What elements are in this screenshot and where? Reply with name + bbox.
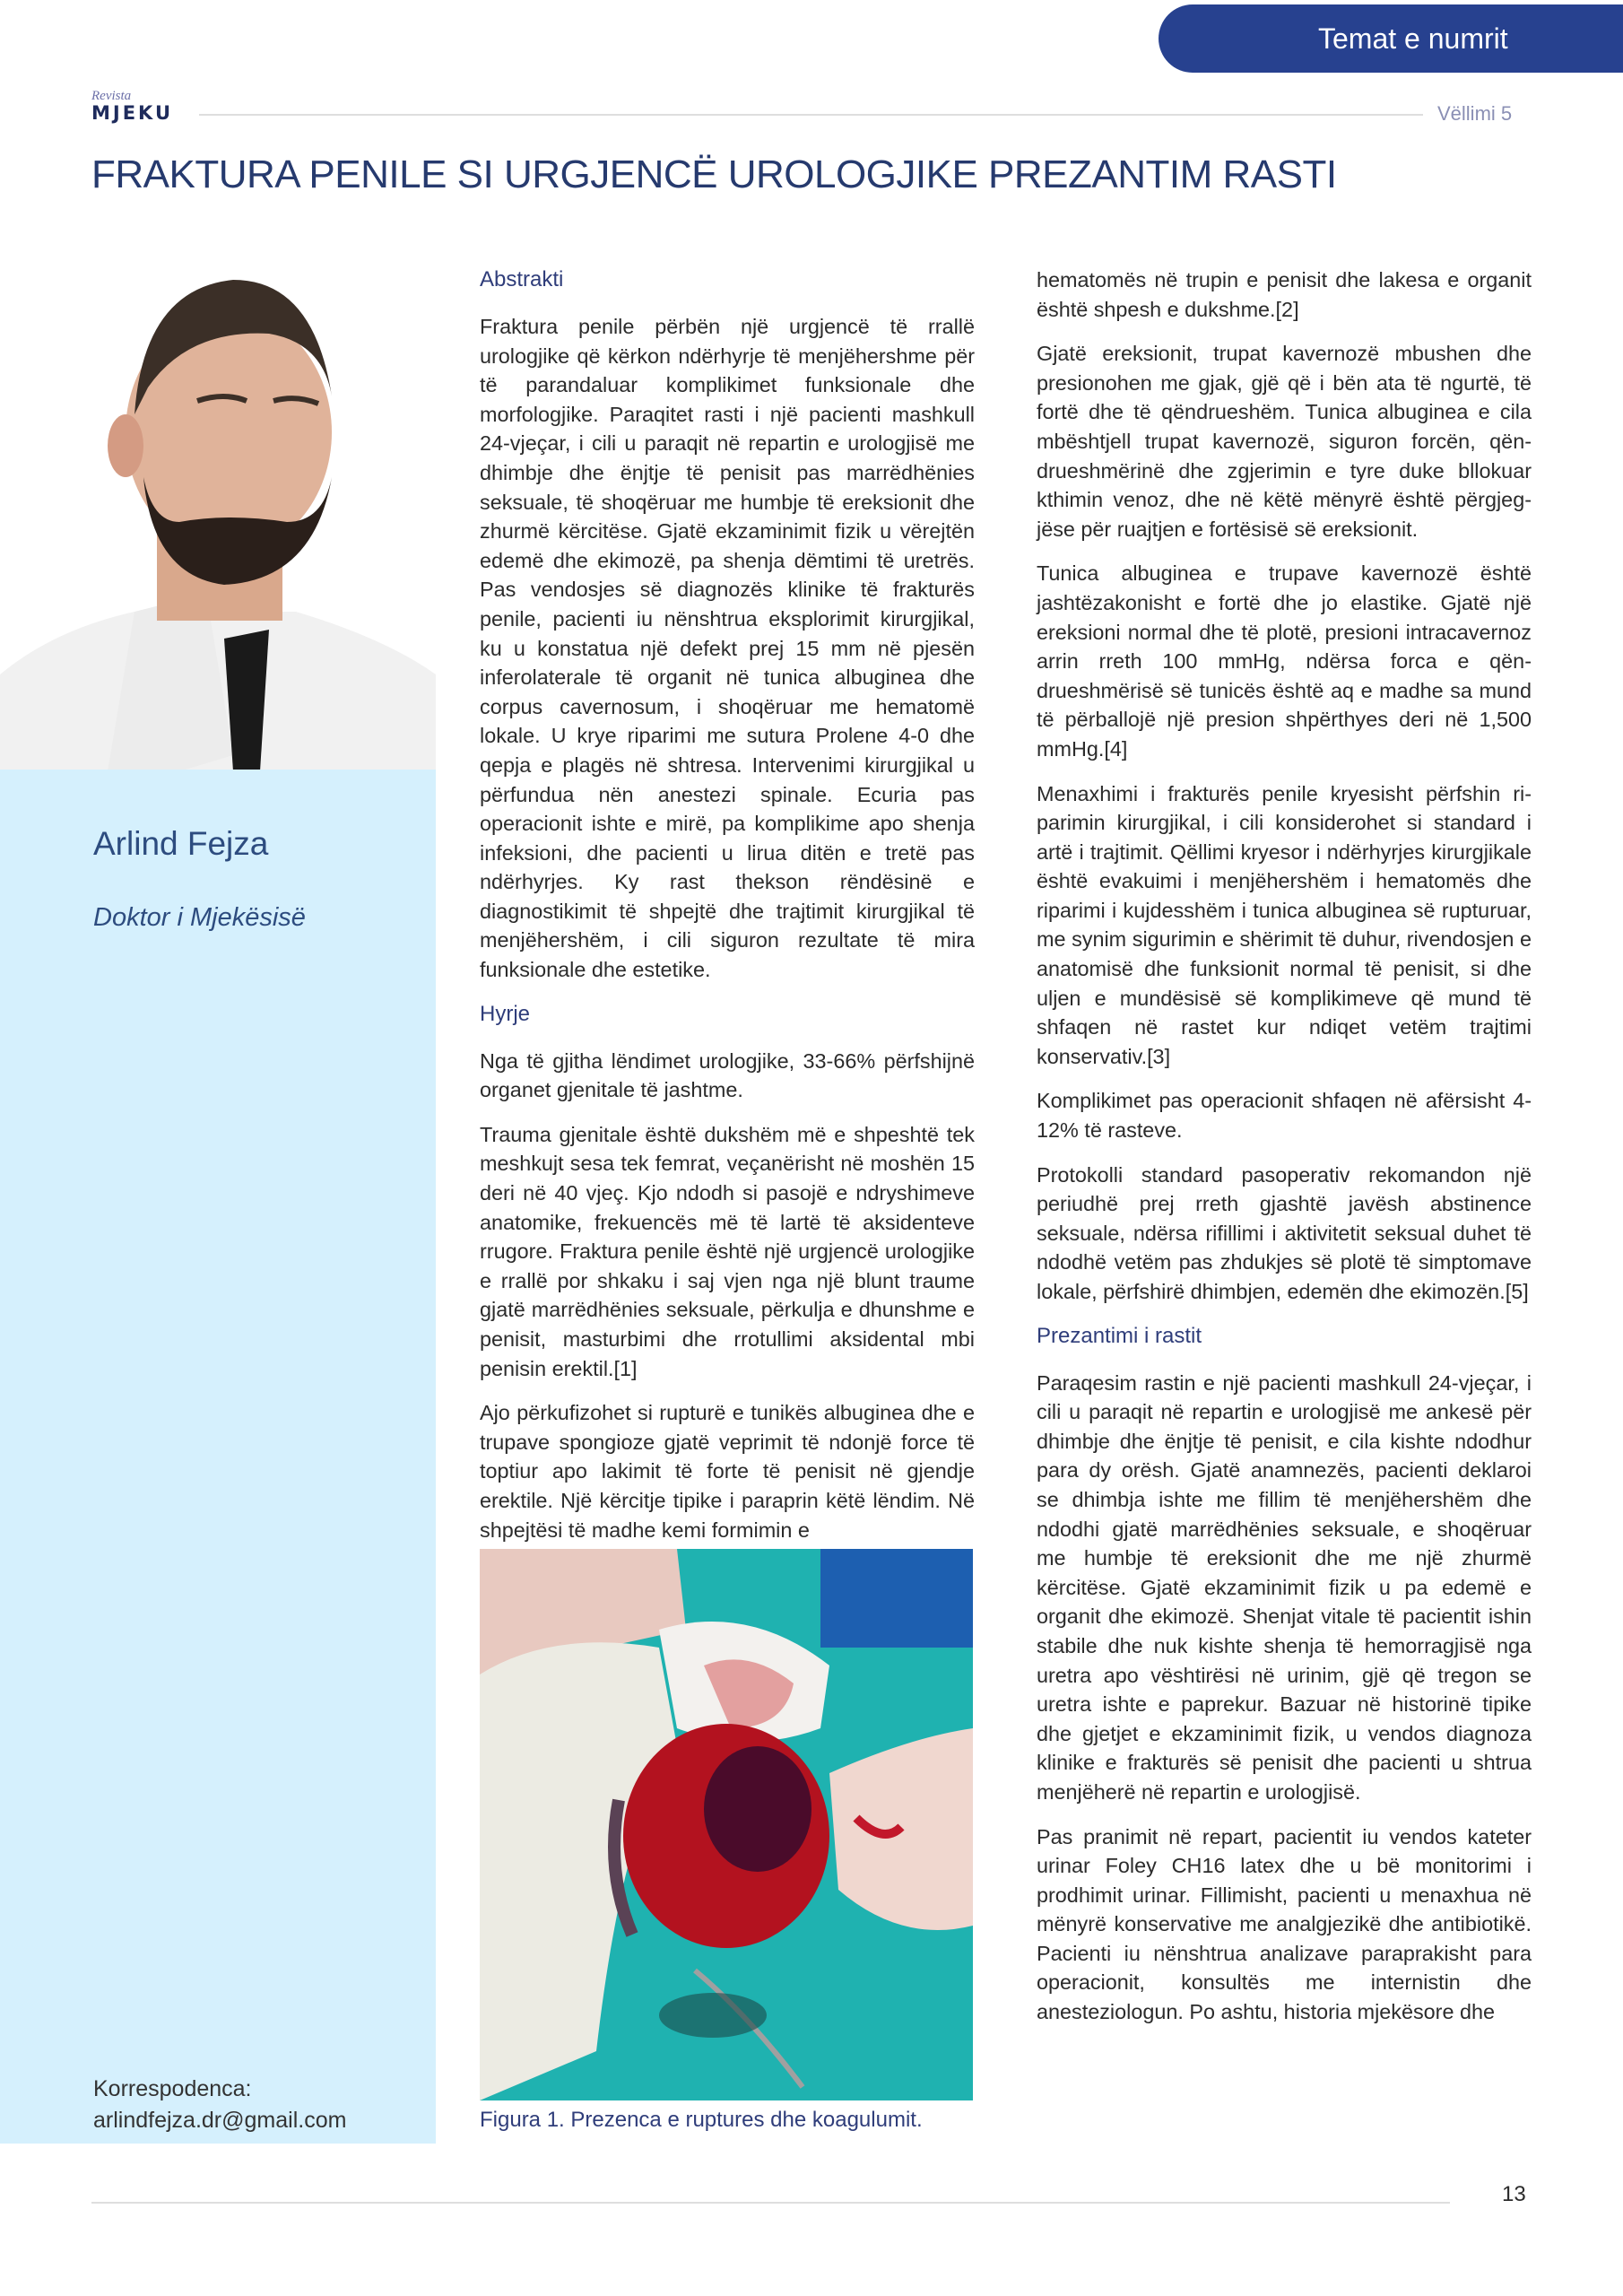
correspondence-label: Korrespodenca: bbox=[93, 2076, 252, 2101]
intro-paragraph: Nga të gjitha lëndimet urologjike, 33-66% përfshijnë organet gjenitale të jashtme. bbox=[480, 1048, 975, 1102]
intro-paragraph: Ajo përkufizohet si rupturë e tunikës albuginea dhe e trupave spongioze gjatë veprimit të ndonjë force të toptiur apo lakimit të forte të penisit në gjendje erektile. Një kërcitje tipike i paraprin këtë lëndim. Në shpejtësi të madhe kemi formimin e bbox=[480, 1401, 975, 1542]
author-photo bbox=[0, 253, 436, 771]
intro-heading: Hyrje bbox=[480, 1001, 531, 1026]
body-paragraph: Tunica albuginea e trupave kavernozë është jashtëzakonisht e fortë dhe jo elastike. Gjatë një ereksioni normal dhe të plotë, presioni intracavernoz arrin rreth 100 mmHg, ndërsa forca e qëndrueshmërisë së tunicës është aq e madhe sa mund të përballojë një presion shpërthyes deri në 1,500 mmHg.[4] bbox=[1037, 561, 1532, 761]
figure-image bbox=[480, 1549, 973, 2100]
author-portrait-icon bbox=[0, 253, 436, 771]
body-paragraph: Gjatë ereksionit, trupat kavernozë mbushen dhe presionohen me gjak, gjë që i bën ata të ngurtë, të fortë dhe të qëndrueshëm. Tunica albuginea e cila mbështjell trupat kavernozë, siguron forcën, qëndrueshmërinë dhe zgjerimin e tyre duke bllokuar kthimin venoz, dhe në këtë mënyrë është përgjegjëse për ruajtjen e fortësisë së ereksionit. bbox=[1037, 342, 1532, 541]
author-role: Doktor i Mjekësisë bbox=[93, 903, 306, 932]
middle-column bbox=[480, 265, 975, 1560]
case-heading: Prezantimi i rastit bbox=[1037, 1323, 1202, 1348]
author-name: Arlind Fejza bbox=[93, 825, 269, 862]
article-title: FRAKTURA PENILE SI URGJENCË UROLOGJIKE PREZANTIM RASTI bbox=[91, 152, 1337, 196]
right-column bbox=[1037, 265, 1532, 2042]
logo-revista: Revista bbox=[91, 89, 132, 103]
abstract-heading: Abstrakti bbox=[480, 267, 564, 291]
body-paragraph: Protokolli standard pasoperativ rekomandon një periudhë prej rreth gjashtë javësh abstinence seksuale, ndërsa rifillimi i aktivitetit seksual duhet të ndodhë vetëm pas zhdukjes së plotë të simptomave lokale, përfshirë dhimbjen, edemën dhe ekimozën.[5] bbox=[1037, 1162, 1532, 1303]
footer-divider bbox=[91, 2202, 1450, 2204]
page-number: 13 bbox=[1502, 2182, 1526, 2206]
correspondence-email[interactable]: arlindfejza.dr@gmail.com bbox=[93, 2108, 347, 2133]
logo-mjeku: MJEKU bbox=[91, 102, 174, 124]
section-tab[interactable]: Temat e numrit bbox=[1159, 4, 1623, 73]
body-paragraph: Komplikimet pas operacionit shfaqen në afërsisht 4-12% të rasteve. bbox=[1037, 1089, 1532, 1143]
intro-paragraph: Trauma gjenitale është dukshëm më e shpeshtë tek meshkujt sesa tek femrat, veçanërisht në moshën 15 deri në 40 vjeç. Kjo ndodh si pasojë e ndryshimeve anatomike, frekuencës më të lartë të aksidenteve rrugore. Fraktura penile është një urgjencë urologjike e rrallë por shkaku i saj vjen nga një blunt traume gjatë marrëdhënies seksuale, përkulja e dhunshme e penisit, masturbimi dhe rrotullimi aksidental mbi penisin erektil.[1] bbox=[480, 1122, 975, 1380]
case-paragraph: Paraqesim rastin e një pacienti mashkull 24-vjeçar, i cili u paraqit në repartin e urologjisë me ankesë për dhimbje dhe ënjtje të penisit, e cila kishte ndodhur para dy orësh. Gjatë anamnezës, pacienti deklaroi se dhimbja ishte me fillim të menjëhershëm dhe ndodhi gjatë marrëdhënies seksuale, e shoqëruar me humbje të ereksionit dhe me një zhurmë kërcitëse. Gjatë ekzaminimit fizik u pa edemë e organit dhe ekimozë. Shenjat vitale të pacientit ishin stabile dhe nuk kishte shenja të hemorragjisë nga uretra apo vështirësi në urinim, gjë që tregon se uretra ishte e paprekur. Bazuar në historinë tipike dhe gjetjet e ekzaminimit fizik, u vendos diagnoza klinike e frakturës së penisit dhe pacienti u shtrua menjëherë në repartin e urologjisë. bbox=[1037, 1370, 1532, 1804]
figure-caption: Figura 1. Prezenca e ruptures dhe koagulumit. bbox=[480, 2108, 923, 2132]
abstract-text: Fraktura penile përbën një urgjencë të rrallë urologjike që kërkon ndërhyrje të menjëhershme për të parandaluar komplikimet funksionale dhe morfologjike. Paraqitet rasti i një pacienti mashkull 24-vjeçar, i cili u paraqit në repartin e urologjisë me dhimbje dhe ënjtje të penisit pas marrëdhënies seksuale, të shoqëruar me humbje të ereksionit dhe zhurmë kërcitëse. Gjatë ekzaminimit fizik u vërejtën edemë dhe ekimozë, pa shenja dëmtimi të uretrës. Pas vendosjes së diagnozës klinike të frakturës penile, pacienti iu nënshtrua eksplorimit kirurgjikal, ku u konstatua një defekt prej 15 mm në pjesën inferolaterale të organit në tunica albuginea dhe corpus cavernosum, i shoqëruar me hematomë lokale. U krye riparimi me sutura Prolene 4-0 dhe qepja e plagës në shtresa. Intervenimi kirurgjikal u përfundua nën anestezi spinale. Ecuria pas operacionit ishte e mirë, pa komplikime apo shenja infeksioni, dhe pacienti u lirua ditën e tretë pas ndërhyrjes. Ky rast thekson rëndësinë e diagnostikimit të shpejtë dhe trajtimit kirurgjikal të menjëhershëm, i cili siguron rezultate të mira funksionale dhe estetike. bbox=[480, 315, 975, 982]
case-paragraph: Pas pranimit në repart, pacientit iu vendos kateter urinar Foley CH16 latex dhe u bë monitorimi i prodhimit urinar. Fillimisht, pacienti u menaxhua në mënyrë konservative me analgjezikë dhe antibiotikë. Pacienti iu nënshtrua analizave paraprakisht para operacionit, konsultës me internistin dhe anesteziologun. Po ashtu, historia mjekësore dhe bbox=[1037, 1824, 1532, 2024]
author-panel bbox=[0, 770, 436, 2144]
surgical-photo-icon bbox=[480, 1549, 973, 2100]
journal-logo bbox=[91, 90, 173, 123]
volume-label: Vëllimi 5 bbox=[1437, 102, 1513, 125]
body-paragraph: hematomës në trupin e penisit dhe lakesa e organit është shpesh e dukshme.[2] bbox=[1037, 268, 1532, 321]
header-divider bbox=[199, 114, 1423, 116]
body-paragraph: Menaxhimi i frakturës penile kryesisht përfshin riparimin kirurgjikal, i cili konsiderohet si standard i artë i trajtimit. Qëllimi kryesor i ndërhyrjes kirurgjikale është evakuimi i menjëhershëm i hematomës dhe riparimi i kujdesshëm i tunica albuginea së rupturuar, me synim sigurimin e shërimit të duhur, rivendosjen e anatomisë dhe funksionit normal të penisit, si dhe uljen e mundësisë së komplikimeve që mund të shfaqen në rastet kur ndiqet vetëm trajtimi konservativ.[3] bbox=[1037, 781, 1532, 1068]
